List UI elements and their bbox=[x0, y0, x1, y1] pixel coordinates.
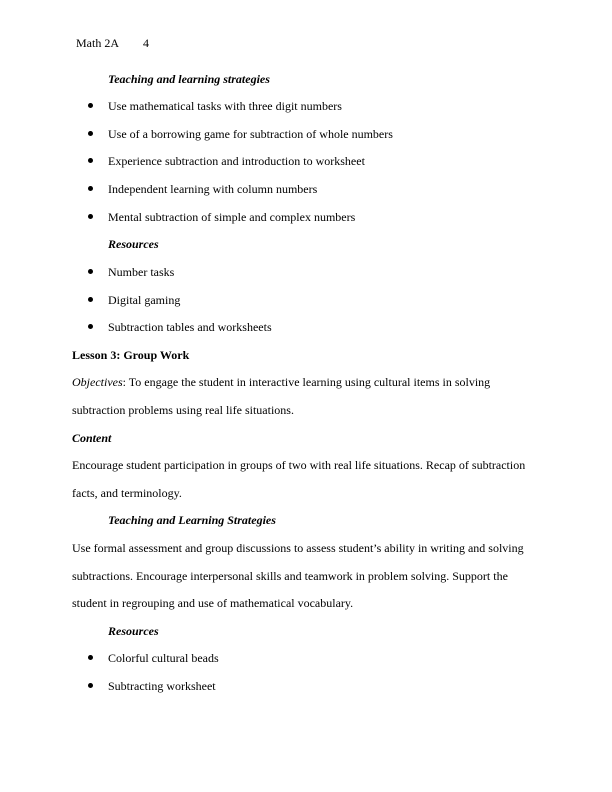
bullet-dot bbox=[88, 214, 93, 219]
strategies-heading: Teaching and Learning Strategies bbox=[108, 513, 276, 527]
list-item: Independent learning with column numbers bbox=[108, 182, 318, 196]
bullet-dot bbox=[88, 186, 93, 191]
bullet-dot bbox=[88, 297, 93, 302]
strategies-paragraph-continued: student in regrouping and use of mathematical vocabulary. bbox=[72, 596, 354, 610]
content-heading: Content bbox=[72, 431, 112, 445]
bullet-dot bbox=[88, 655, 93, 660]
section-heading-resources: Resources bbox=[108, 237, 159, 251]
strategies-paragraph-continued: subtractions. Encourage interpersonal skills and teamwork in problem solving. Support the bbox=[72, 569, 508, 583]
list-item: Colorful cultural beads bbox=[108, 651, 219, 665]
lesson-title: Lesson 3: Group Work bbox=[72, 348, 190, 362]
list-item: Digital gaming bbox=[108, 293, 181, 307]
objectives-text: : To engage the student in interactive learning using cultural items in solving bbox=[122, 375, 491, 389]
objectives-text-continued: subtraction problems using real life situations. bbox=[72, 403, 294, 417]
objectives-label: Objectives bbox=[72, 375, 123, 389]
list-item: Experience subtraction and introduction to worksheet bbox=[108, 154, 365, 168]
list-item: Use of a borrowing game for subtraction of whole numbers bbox=[108, 127, 393, 141]
bullet-dot bbox=[88, 269, 93, 274]
page-number: 4 bbox=[143, 36, 149, 50]
list-item: Subtraction tables and worksheets bbox=[108, 320, 272, 334]
objectives-paragraph bbox=[72, 375, 490, 389]
list-item: Subtracting worksheet bbox=[108, 679, 216, 693]
list-item: Number tasks bbox=[108, 265, 175, 279]
content-paragraph: Encourage student participation in groups of two with real life situations. Recap of subtraction bbox=[72, 458, 526, 472]
list-item: Mental subtraction of simple and complex numbers bbox=[108, 210, 356, 224]
strategies-paragraph: Use formal assessment and group discussions to assess student’s ability in writing and solving bbox=[72, 541, 524, 555]
page-header bbox=[76, 36, 149, 50]
bullet-dot bbox=[88, 324, 93, 329]
bullet-dot bbox=[88, 683, 93, 688]
running-title: Math 2A bbox=[76, 36, 119, 50]
bullet-dot bbox=[88, 103, 93, 108]
bullet-dot bbox=[88, 131, 93, 136]
content-paragraph-continued: facts, and terminology. bbox=[72, 486, 182, 500]
list-item: Use mathematical tasks with three digit numbers bbox=[108, 99, 342, 113]
lesson-resources-heading: Resources bbox=[108, 624, 159, 638]
bullet-dot bbox=[88, 158, 93, 163]
section-heading-strategies: Teaching and learning strategies bbox=[108, 72, 270, 86]
